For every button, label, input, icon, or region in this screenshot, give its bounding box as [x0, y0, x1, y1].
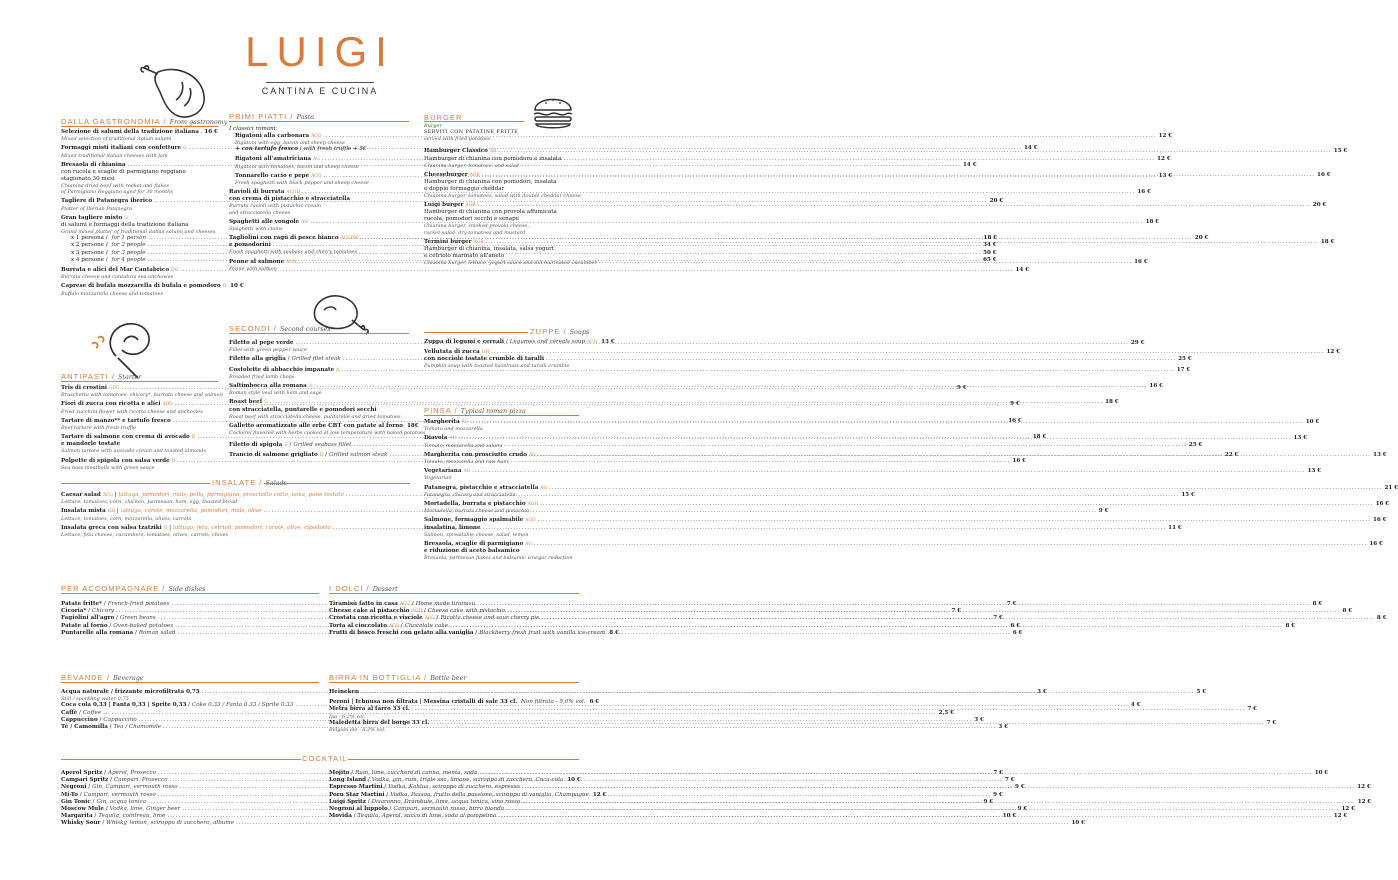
menu-item-en: Lettuce, tomatoes, corn, chicken, parmesan, ham, egg, toasted bread — [61, 499, 238, 506]
section-title-birra: BIRRA IN BOTTIGLIA / Bottle beer — [329, 673, 467, 682]
menu-item-detail: rucola, pomodori secchi e senape — [424, 216, 519, 223]
menu-item: Heineken ..... 5 € — [329, 689, 579, 696]
subsection-label: I classici romani: — [229, 126, 278, 132]
menu-item: Moscow Mule / Vodka, lime, Ginger beer ..... 9 € — [61, 806, 319, 813]
portion-row: x 2 persone / for 2 people ..... 34 € — [61, 242, 218, 249]
menu-item: Crostata con ricotta e visciole ACG / Ricotta cheese and sour cherry pie ..... 8 € — [329, 615, 579, 622]
restaurant-subtitle: CANTINA E CUCINA — [261, 86, 379, 96]
menu-item: Tè / Camomilla / Tea / Chamomile ..... 3 € — [61, 724, 319, 731]
menu-item: Caesar salad ACG | lattuga, pomodori, mais, pollo, parmigiano, prosciutto cotto, uova, pane tostato ..... 15 € — [61, 492, 410, 499]
section-divider — [229, 121, 409, 122]
section-title-zuppe: ZUPPE / Soups — [530, 327, 590, 336]
menu-item: Luigi Spritz / Disaronno, Drambuie, lime, acqua tonica, vino rosso ..... 12 € — [329, 799, 579, 806]
section-title-accompagnare: PER ACCOMPAGNARE / Side dishes — [61, 584, 206, 593]
menu-item: Cappuccino / Cappuccino ..... 3 € — [61, 717, 319, 724]
menu-item-en: Fresh spaghetti with seabass and cherry tomatoes — [229, 249, 358, 256]
section-divider — [61, 483, 210, 484]
menu-item: Patate al forno / Oven-baked potatoes ..... 6 € — [61, 623, 319, 630]
section-divider — [329, 593, 579, 594]
menu-item: Costolette di abbacchio impanate A ..... 17 € — [229, 367, 409, 374]
menu-item: Tiramisù fatto in casa ACG / Home made tiramisu ..... 8 € — [329, 601, 579, 608]
menu-item: Selezione di salumi della tradizione italiana ..... 16 € — [61, 129, 218, 136]
menu-item-en: Lettuce, feta cheese, cucumbers, tomatoes, olives, carrots, chives — [61, 532, 229, 539]
menu-item: Tris di crostini GDG ..... 9 € — [61, 385, 218, 392]
menu-item: Acqua naturale / frizzante microfiltrata 0,75 ..... 3 € — [61, 689, 319, 696]
menu-item: Margherita con prosciutto crudo AG ..... 13 € — [424, 452, 579, 459]
menu-item: Formaggi misti italiani con confetture G ..... 14 € — [61, 145, 218, 152]
menu-item-en: Rigatoni with tomatoes, bacon and sheep cheese — [235, 163, 359, 170]
menu-item-en: Beef tartare with fresh truffle — [61, 425, 137, 432]
menu-item: Vegetariana AG ..... 13 € — [424, 468, 579, 475]
menu-item: Margherita AG ..... 10 € — [424, 419, 579, 426]
menu-item-en: Tomato and mozzarella — [424, 426, 483, 433]
menu-item: Puntarelle alla romana / Roman salad ..... 6 € — [61, 630, 319, 637]
menu-item-en: Lettuce, tomatoes, corn, mozzarella, olives, carrots — [61, 515, 192, 522]
menu-item-en: Pumpkin soup with toasted hazelnuts and taralli crumble — [424, 363, 570, 370]
menu-item: Negroni al luppolo / Campari, vermouth rosso, birra bionda ..... 12 € — [329, 806, 579, 813]
menu-item-en: Patanegra, chicory and stracciatella — [424, 491, 516, 498]
menu-item: Metra birra al farro 33 cl. ..... 7 € — [329, 706, 579, 713]
menu-item: Mi-To / Campari, vermouth rosso ..... 9 € — [61, 792, 319, 799]
section-divider — [264, 483, 410, 484]
fusilli-pasta-icon — [88, 316, 160, 380]
menu-item: Rigatoni alla carbonara ACG ..... 12 € — [235, 133, 409, 140]
menu-item-en: Platter of Iberian Patanegra — [61, 205, 133, 212]
menu-item-en: Bresaola, parmesan flakes and balsamic vinegar reduction — [424, 555, 573, 562]
menu-item: Long Island / Vodka, gin, rum, triple sec, limone, sciroppo di zucchero, Coca-cola 10 € — [329, 777, 581, 784]
menu-item-en: Roast beef with stracciatella cheese, puntarelle and dried tomatoes — [229, 413, 401, 420]
section-divider — [229, 333, 409, 334]
portion-row: x 3 persone / for 3 people ..... 50 € — [61, 250, 218, 257]
menu-item: Campari Spritz / Campari, Prosecco ..... 7 € — [61, 777, 319, 784]
menu-item: Gin Tonic / Gin, acqua tonica ..... 9 € — [61, 799, 319, 806]
menu-item: Caprese di bufala mozzarella di bufala e pomodoro G 10 € — [61, 283, 244, 290]
menu-item: Penne al salmone AGN ..... 16 € — [229, 259, 409, 266]
menu-item-en: Spaghetti with clams — [229, 226, 283, 233]
portion-row: x 4 persone / for 4 people ..... 65 € — [61, 257, 218, 264]
section-divider — [329, 682, 579, 683]
menu-item: Cheese cake al pistacchio AGH / Cheese cake with pistachio ..... 8 € — [329, 608, 579, 615]
menu-item-en: Penne with salmon — [229, 265, 277, 272]
menu-item: Tartare di salmone con crema di avocado D ..... 18 € — [61, 434, 218, 441]
menu-item-detail: con crema di pistacchio e stracciatella — [229, 196, 351, 203]
menu-item-en: Buffalo mozzarella cheese and tomatoes — [61, 290, 164, 297]
menu-item: Burrata e alici del Mar Cantabrico DG ..... 14 € — [61, 267, 218, 274]
menu-item: Salmone, formaggio spalmabile AGD ..... 16 € — [424, 517, 579, 524]
section-title-primi: PRIMI PIATTI / Pasta — [229, 112, 315, 121]
menu-item-en: Tomato, mozzarella and salami — [424, 442, 503, 449]
menu-item: Mortadella, burrata e pistacchio AGH ..... 16 € — [424, 501, 579, 508]
menu-item-en: Burrata ravioli with pistachio cream — [229, 203, 321, 210]
menu-item-en: Chianina burger, smoked provola cheese, — [424, 223, 529, 230]
menu-item-en: of Parmigiano Reggiano aged for 30 months — [61, 189, 173, 196]
menu-item: Caffè / Coffee ..... 2,5 € — [61, 710, 319, 717]
menu-item-en: Fresh spaghetti with black pepper and sheep cheese — [235, 180, 369, 187]
menu-item: Cheeseburger AGB ..... 16 € — [424, 172, 579, 179]
menu-item: Galletto aromatizzato alle erbe CBT con patate al forno 18€ — [229, 422, 419, 429]
menu-item-en: rocket salad, dry tomatoes and mustard — [424, 229, 526, 236]
menu-item: Bresaola, scaglie di parmigiano AG ..... 16 € — [424, 541, 579, 548]
menu-item: Zuppa di legumi e cereali / Legumes and cereals soup ACG 13 € — [424, 339, 615, 345]
menu-item-detail: Hamburger di chianina con pomodori, insalata — [424, 179, 557, 186]
section-title-pinsa: PINSA / Typical roman pizza — [424, 406, 526, 415]
menu-item-en: Tomato, mozzarella and raw ham — [424, 459, 509, 466]
section-divider — [61, 126, 218, 127]
menu-item: Insalata mista GH | lattuga, carote, mozzarella, pomodori, mais, olive ..... 9 € — [61, 508, 410, 515]
menu-item-en: Rigatoni with egg, bacon and sheep cheese — [235, 140, 345, 147]
menu-item: Insalata greca con salsa tzatziki G | lattuga, feta, cetrioli, pomodori, carote, olive, cipollotto ..... 11 € — [61, 525, 410, 532]
section-title-cocktail: COCKTAIL — [302, 754, 348, 763]
section-title-insalate: INSALATE / Salads — [212, 478, 287, 487]
menu-item: Patate fritte* / French-fried potatoes ..... 7 € — [61, 601, 319, 608]
menu-item: Aperol Spritz / Aperol, Prosecco ..... 7 € — [61, 770, 319, 777]
menu-item-en: Salmon tartare with avocado cream and toasted almonds — [61, 448, 207, 455]
portion-row: x 1 persona / for 1 person ..... 18 € — [61, 235, 218, 242]
menu-item: Gran tagliere misto G — [61, 214, 128, 221]
menu-item: Tagliere di Patanegra iberico ..... 20 € — [61, 198, 218, 205]
section-divider — [61, 682, 319, 683]
menu-item: Tonnarello cacio e pepe ACG ..... 13 € — [235, 173, 409, 180]
menu-item: Fiori di zucca con ricotta e alici ADG ..... 9 € — [61, 401, 218, 408]
menu-item-detail: e pomodorini — [229, 242, 271, 249]
menu-item-en: Fried zucchini flower with ricotta cheese and anchovies — [61, 408, 203, 415]
section-title-burger: BURGER — [424, 113, 463, 122]
menu-item-en: Chianina burger, tomatoes, salad with double cheddar cheese — [424, 193, 581, 200]
menu-item-en: Mixed traditional italian cheeses with jam — [61, 152, 168, 159]
menu-item: Filetto di spigola D / Grilled seabass fillet ..... 25 € — [229, 442, 409, 449]
menu-item-en: Bruschetta with tomatoes, chicory*, burrata cheese and salmon — [61, 392, 223, 399]
menu-item-detail: Hamburger di chianina con pomodoro e insalata — [424, 155, 562, 162]
section-divider — [61, 759, 301, 760]
menu-item-en: Grand mixed platter of traditional italian salumi and cheeses — [61, 229, 216, 236]
served-with-note: SERVITI CON PATATINE FRITTE — [424, 130, 519, 136]
menu-item: Roast beef G ..... 18 € — [229, 399, 409, 406]
menu-item: Luigi burger AGB ..... 20 € — [424, 202, 579, 209]
menu-item-detail: e cetriolo marinato all'aneto — [424, 253, 505, 260]
menu-item: Porn Star Martini / Vodka, Passoa, frutto della passione, sciroppo di vaniglia, Champagne 12 € — [329, 791, 607, 798]
menu-item: Ravioli di burrata ACGD ..... 16 € — [229, 189, 409, 196]
section-title-bevande: BEVANDE / Beverage — [61, 673, 144, 682]
menu-item: Tagliolini con ragù di pesce bianco ACGDB ..... 20 € — [229, 235, 409, 242]
section-divider — [424, 415, 579, 416]
menu-item: Torta al cioccolato ACG / Chocolate cake ..... 8 € — [329, 623, 579, 630]
menu-item: Trancio di salmone grigliato D / Grilled salmon steak ..... 22 € — [229, 452, 409, 459]
menu-item: Filetto al pepe verde ..... 29 € — [229, 340, 409, 347]
menu-item: Peroni | Ichnusa non filtrata | Messina cristalli di sale 33 cl. Non filtrata - 5,0% vol. 6 € — [329, 699, 600, 706]
menu-item: Whisky Sour / Whisky, lemon, sciroppo di zucchero, albume ..... 10 € — [61, 820, 319, 827]
menu-item: Fagiolini all'agro / Green beans ..... 7 € — [61, 615, 319, 622]
menu-item-en: Chianina burger, lettuce, yogurt sauce and dill marinated cucumber — [424, 260, 597, 267]
menu-item-detail: e riduzione di aceto balsamico — [424, 548, 520, 555]
menu-item: Cicoria* / Chicory ..... 7 € — [61, 608, 319, 615]
menu-item: Movida / Tequila, Aperol, succo di lime, soda al pompelmo ..... 12 € — [329, 813, 579, 820]
menu-item-detail: insalatina, limone — [424, 524, 481, 531]
menu-item-en: Chianina dried beef with rocket and flakes — [61, 183, 170, 190]
section-divider — [424, 121, 524, 122]
served-with-note-en: served with fried potatoes — [424, 136, 491, 143]
section-divider — [424, 332, 528, 333]
menu-item-en: Sea bass meatballs with green sauce — [61, 464, 155, 471]
menu-item: Filetto alla griglia / Grilled filet steak ..... 25 € — [229, 356, 409, 363]
section-title-dolci: I DOLCI / Dessert — [329, 584, 398, 593]
menu-item-detail: di salumi e formaggi della tradizione italiana — [61, 222, 189, 229]
section-divider — [61, 593, 319, 594]
menu-item-en: Cockerel flavored with herbs cooked at low temperature with baked potatoes — [229, 430, 426, 437]
menu-item: Spaghetti alle vongole AN ..... 18 € — [229, 219, 409, 226]
menu-item-detail: e doppio formaggio cheddar — [424, 186, 505, 193]
section-subtitle: Burger — [424, 123, 442, 129]
logo-divider — [266, 82, 374, 83]
menu-item-en: Ipa - 6,2% vol. — [329, 713, 366, 720]
menu-item: Mojito / Rum, lime, zucchero di canna, menta, soda ..... 10 € — [329, 770, 579, 777]
menu-item: Maledetta birra del borgo 33 cl. ..... 7 € — [329, 720, 579, 727]
menu-item-en: Roman style veal with ham and sage — [229, 390, 322, 397]
menu-item-en: Fillet with green pepper sauce — [229, 347, 307, 354]
section-title-gastronomia: DALLA GASTRONOMIA / From gastronomy — [61, 117, 228, 126]
menu-item: Polpette di spigola con salsa verde D ..... 16 € — [61, 458, 218, 465]
menu-item-en: Belgian ale - 6,2% vol. — [329, 727, 386, 734]
menu-item-detail: e mandorle tostate — [61, 441, 121, 448]
restaurant-logo: LUIGI — [245, 28, 395, 75]
menu-item-detail: con stracciatella, puntarelle e pomodori secchi — [229, 406, 377, 413]
menu-item: Hamburger Classico AB ..... 15 € — [424, 148, 579, 155]
menu-item-en: Still / sparkling water 0.75 — [61, 696, 129, 703]
section-title-secondi: SECONDI / Second courses — [229, 324, 331, 333]
menu-item-en: Breaded fried lamb chops — [229, 373, 295, 380]
menu-item-en: Mixed selection of traditional italian salumi — [61, 136, 172, 143]
menu-item-en: Chianina burger, tomatoes, and salad — [424, 162, 520, 169]
menu-item: Saltimbocca alla romana A ..... 16 € — [229, 383, 409, 390]
menu-item-en: and stracciatella cheese — [229, 209, 291, 216]
menu-item-detail: Hamburger di chianina con provola affumicata — [424, 209, 557, 216]
menu-item: Espresso Martini / Vodka, Kahlua, sciroppo di zucchero, espresso ..... 12 € — [329, 784, 579, 791]
menu-item: Rigatoni all'amatriciana AG ..... 12 € — [235, 156, 409, 163]
menu-item: Frutti di bosco freschi con gelato alla vaniglia / Blackberry fresh fruit with vanilla ice-cream 8 € — [329, 629, 620, 636]
menu-item: Negroni / Gin, Campari, vermouth rosso ..... 9 € — [61, 784, 319, 791]
menu-item-en: Vegetarian — [424, 475, 452, 482]
menu-item-detail: con nocciole tostate crumble di taralli — [424, 356, 545, 363]
menu-item-detail: con rucola e scaglie di parmigiano reggiano — [61, 169, 186, 176]
section-divider — [348, 759, 579, 760]
menu-item-en: Burrata cheese and cantabria sea anchovies — [61, 274, 174, 281]
ham-leg-icon — [138, 62, 210, 122]
menu-item: Tartare di manzo** e tartufo fresco ..... 16 € — [61, 418, 218, 425]
menu-item-en: Salmon, spreadable cheese, salad, lemon — [424, 531, 529, 538]
section-title-antipasti: ANTIPASTI / Starter — [61, 372, 142, 381]
menu-item: Termini burger AGB ..... 18 € — [424, 239, 579, 246]
menu-item: Margarita / Tequila, cointreau, lime ..... 10 € — [61, 813, 319, 820]
menu-item: Coca cola 0,33 | Fanta 0,33 | Sprite 0,33 / Coke 0.33 / Fanta 0.33 / Sprite 0.33 ..... 4 € — [61, 702, 319, 709]
menu-item-detail: Hamburger di chianina, insalata, salsa yogurt — [424, 246, 555, 253]
menu-item: Diavola AG ..... 13 € — [424, 435, 579, 442]
menu-item: Bresaola di chianina ..... 14 € — [61, 162, 218, 169]
menu-item: Patanegra, pistacchio e stracciatella AG ..... 21 € — [424, 485, 579, 492]
menu-item: Vellutata di zucca GH ..... 12 € — [424, 349, 579, 356]
section-divider — [61, 381, 218, 382]
menu-item-en: Mortadella, burrata cheese and pistachio — [424, 508, 529, 515]
primi-list: I classici romani: Rigatoni alla carbonara ACG ..... 12 € Rigatoni with egg, bacon and sheep cheese + con tartufo fresco / with fresh truffle + 5€ Rigatoni all'amatriciana AG ..... 12 € Rigatoni with tomatoes, bacon and sheep cheese Tonnarello cacio e pepe ACG ..... 13 € Fresh spaghetti with black pepper and sheep cheese Ravioli di burrata ACGD ..... 16 € con crema di pistacchio e stracciatella Burrata ravioli with pistachio cream and stracciatella cheese Spaghetti alle vongole AN ..... 18 € Spaghetti with clams Tagliolini con ragù di pesce bianco ACGDB ..... 20 € e pomodorini Fresh spaghetti with seabass and cherry tomatoes Penne al salmone AGN ..... 16 € Penne with salmon — [229, 126, 409, 272]
menu-item-detail: stagionato 30 mesi — [61, 176, 115, 183]
